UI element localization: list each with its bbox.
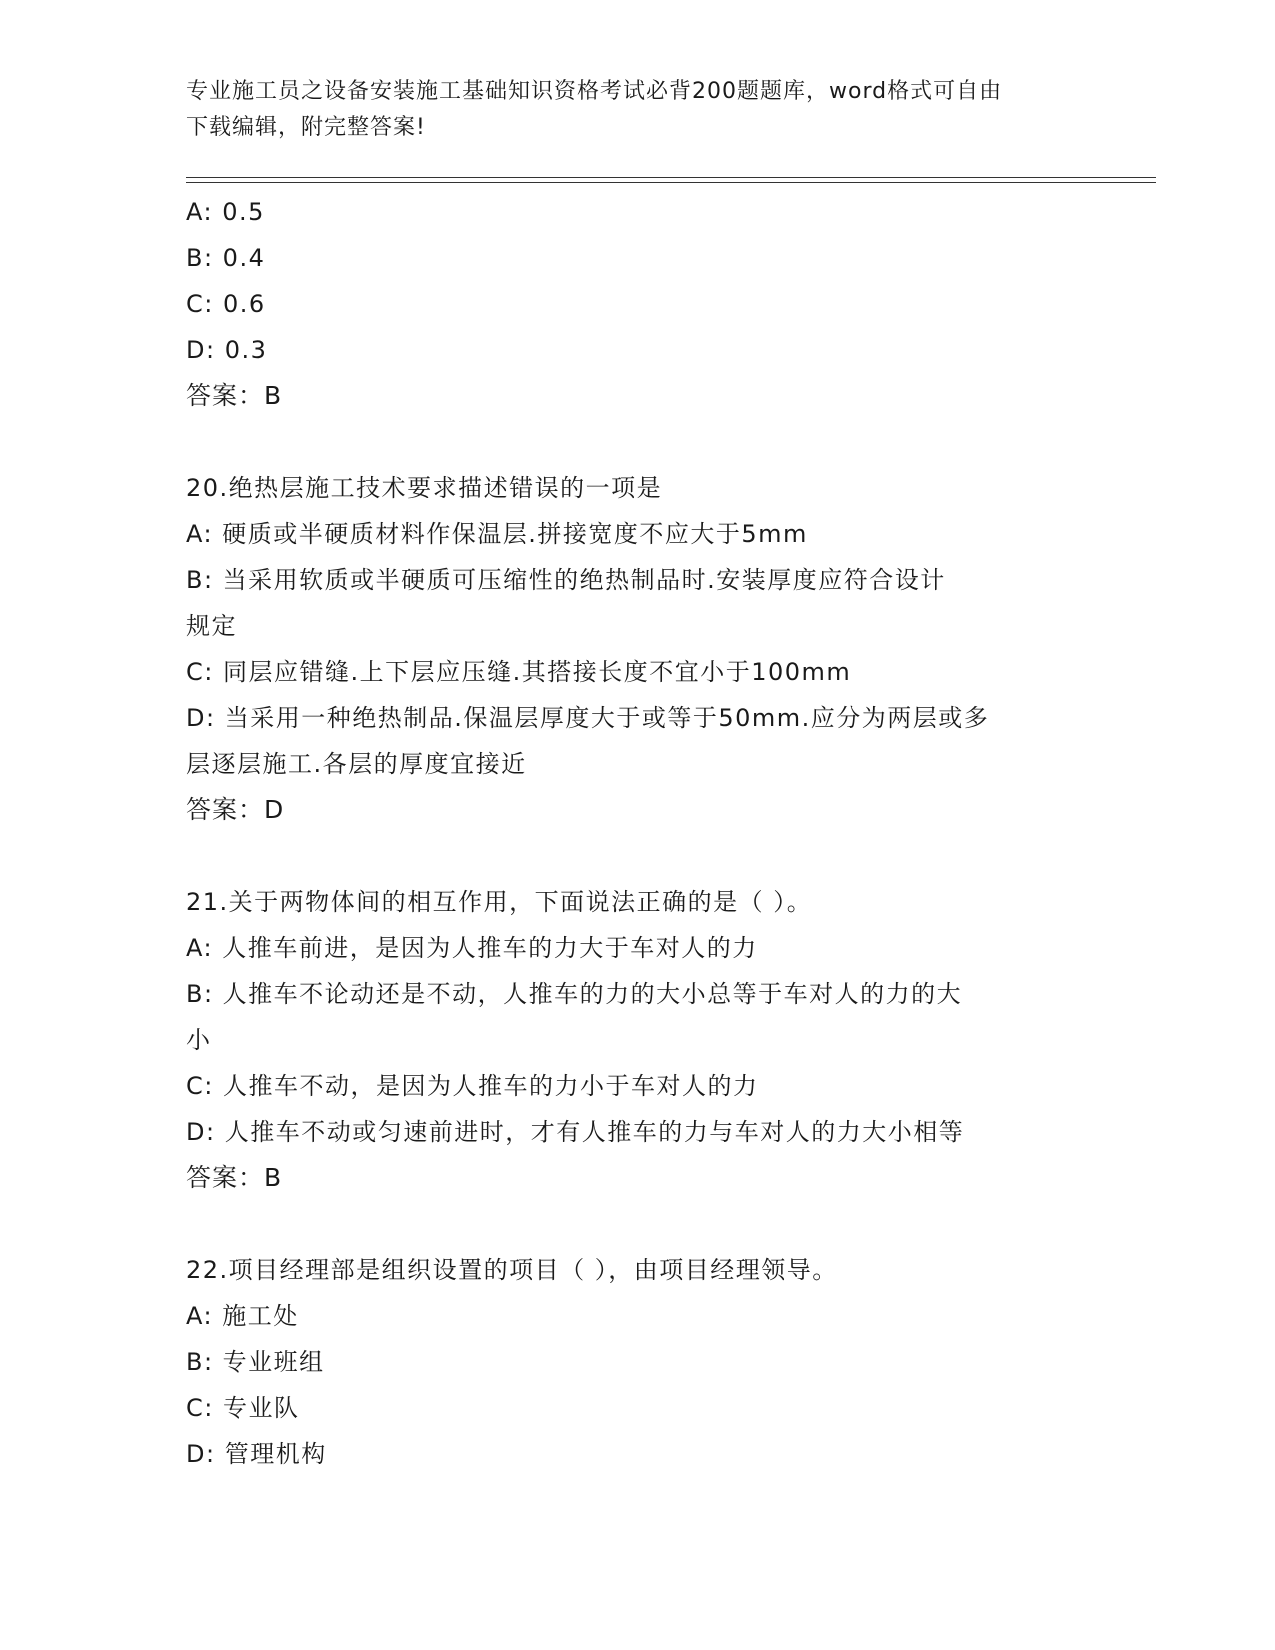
option-a: A: 施工处 (186, 1302, 299, 1330)
option-c: C: 人推车不动，是因为人推车的力小于车对人的力 (186, 1072, 759, 1100)
document-header (186, 74, 1086, 146)
question-text: 21.关于两物体间的相互作用，下面说法正确的是（ ）。 (186, 888, 813, 916)
spacer (186, 833, 1086, 879)
option-d: D: 管理机构 (186, 1440, 327, 1468)
option-c: C: 专业队 (186, 1394, 300, 1422)
answer: 答案：D (186, 795, 285, 824)
option-b: B: 0.4 (186, 244, 266, 272)
option-b: B: 专业班组 (186, 1348, 325, 1376)
answer: 答案：B (186, 1163, 283, 1192)
document-body (186, 189, 1086, 1477)
option-d: D: 人推车不动或匀速前进时，才有人推车的力与车对人的力大小相等 (186, 1118, 965, 1146)
spacer (186, 1201, 1086, 1247)
option-d-continued: 层逐层施工.各层的厚度宜接近 (186, 750, 527, 778)
question-22-block (186, 1247, 1086, 1477)
question-19-block (186, 189, 1086, 419)
option-a: A: 人推车前进，是因为人推车的力大于车对人的力 (186, 934, 758, 962)
option-b: B: 当采用软质或半硬质可压缩性的绝热制品时.安装厚度应符合设计 (186, 566, 946, 594)
spacer (186, 419, 1086, 465)
option-b-continued: 规定 (186, 612, 237, 640)
option-b: B: 人推车不论动还是不动，人推车的力的大小总等于车对人的力的大 (186, 980, 963, 1008)
question-text: 22.项目经理部是组织设置的项目（ ），由项目经理领导。 (186, 1256, 838, 1284)
option-b-continued: 小 (186, 1026, 212, 1054)
option-a: A: 0.5 (186, 198, 265, 226)
answer: 答案：B (186, 381, 283, 410)
question-text: 20.绝热层施工技术要求描述错误的一项是 (186, 474, 663, 502)
header-rule-bottom (186, 182, 1156, 183)
option-d: D: 当采用一种绝热制品.保温层厚度大于或等于50mm.应分为两层或多 (186, 704, 990, 732)
header-line-2: 下载编辑，附完整答案! (186, 115, 426, 140)
option-c: C: 同层应错缝.上下层应压缝.其搭接长度不宜小于100mm (186, 658, 852, 686)
option-d: D: 0.3 (186, 336, 268, 364)
header-rule-top (186, 177, 1156, 178)
header-line-1: 专业施工员之设备安装施工基础知识资格考试必背200题题库，word格式可自由 (186, 79, 1003, 104)
question-20-block (186, 465, 1086, 833)
option-c: C: 0.6 (186, 290, 266, 318)
option-a: A: 硬质或半硬质材料作保温层.拼接宽度不应大于5mm (186, 520, 808, 548)
question-21-block (186, 879, 1086, 1201)
